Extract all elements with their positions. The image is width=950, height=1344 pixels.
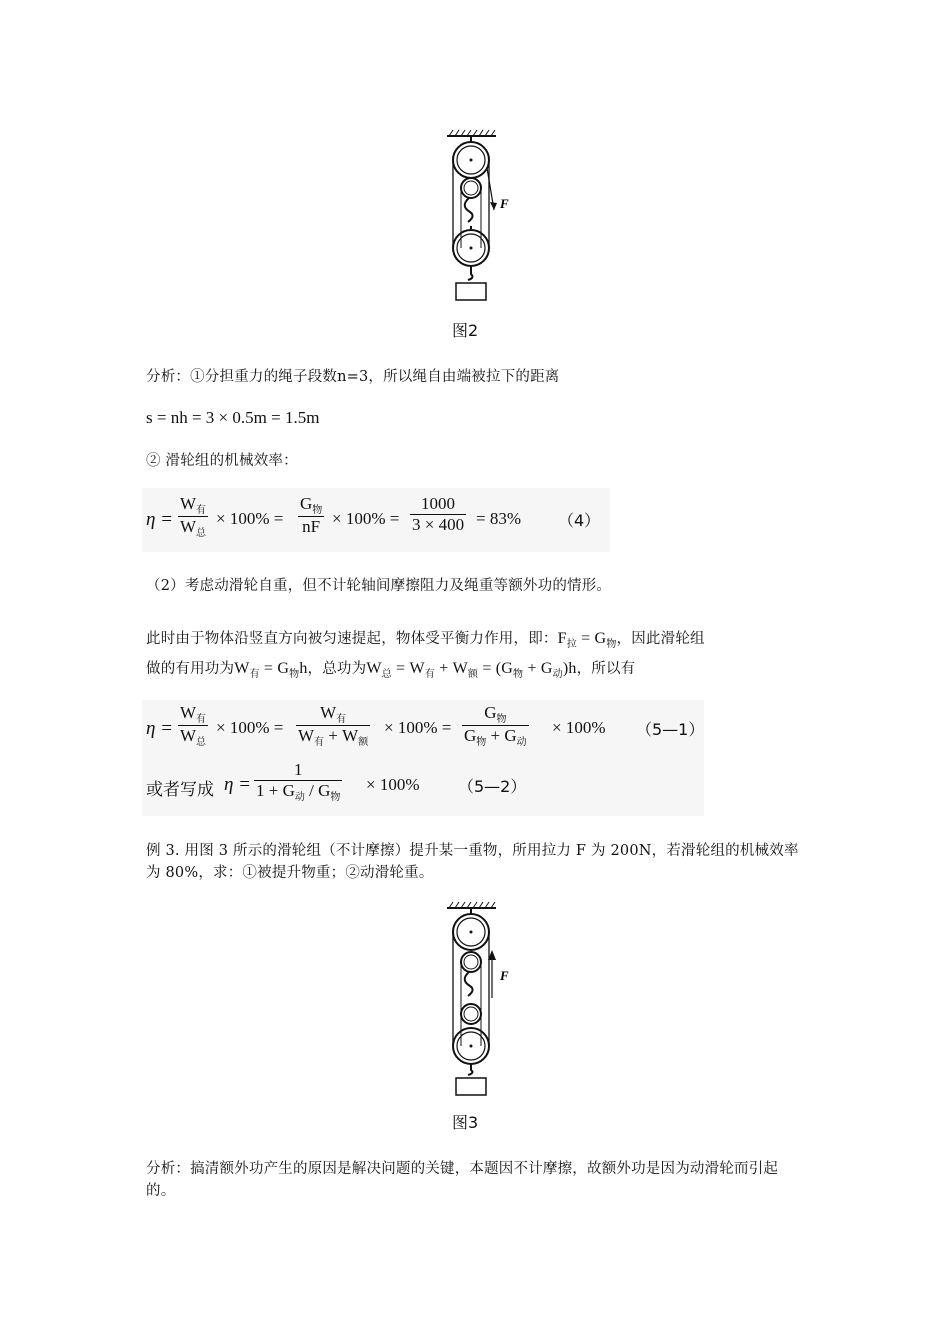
equation-5-2-tag: （5—2） [458, 777, 527, 796]
fraction-1000-over-3x400: $\frac{1000}{3 \times 400}$ [412, 494, 465, 534]
eta-symbol-5-2: η = [224, 774, 251, 795]
efficiency-result: = 83% [476, 509, 521, 528]
fraction-reciprocal: 1 $1 + G_动 / G_物$ [256, 760, 341, 803]
figure-2-caption: 图2 [452, 321, 479, 340]
times-100-percent-5b: × 100% = [384, 718, 452, 737]
analysis-paragraph-1: 分析：①分担重力的绳子段数n=3，所以绳自由端被拉下的距离 [146, 369, 560, 385]
figure-2-pulley-diagram [430, 128, 520, 304]
figure-3-caption: 图3 [452, 1113, 479, 1132]
balance-paragraph-line-1: 此时由于物体沿竖直方向被匀速提起，物体受平衡力作用，即：$F_拉 = G_物$，因此滑轮组 [146, 630, 705, 650]
inline-equation-total-work: $W_总 = W_有 + W_额 = (G_物 + G_动)h$ [366, 660, 577, 680]
analysis-paragraph-3: 分析：搞清额外功产生的原因是解决问题的关键，本题因不计摩擦，故额外功是因为动滑轮而引起的。 [146, 1161, 779, 1199]
figure-3-pulley-diagram [430, 900, 520, 1100]
or-written-as-label: 或者写成 [146, 780, 214, 800]
equation-4-tag: （4） [558, 511, 601, 530]
figure-2-force-label: F [500, 196, 509, 211]
equation-5-1-tag: （5—1） [636, 720, 705, 739]
fraction-a: $W_有$ $W_总$ [180, 703, 207, 748]
fraction-c: $G_物$ $G_物 + G_动$ [464, 703, 527, 748]
equation-distance: s = nh = 3 × 0.5m = 1.5m [146, 408, 320, 427]
inline-equation-useful-work: $W_有 = G_物h$ [234, 660, 308, 680]
times-100-percent-5-2: × 100% [366, 775, 420, 794]
times-100-percent-1: × 100% = [216, 509, 284, 528]
fraction-w-useful-over-total: $W_有$ $W_总$ [180, 494, 207, 539]
inline-equation-f-equals-g: $F_拉 = G_物$ [557, 630, 617, 650]
eta-symbol-5-1: η = [146, 718, 173, 739]
example-3-paragraph: 例 3. 用图 3 所示的滑轮组（不计摩擦）提升某一重物，所用拉力 F 为 200N，若滑轮组的机械效率为 80%，求：①被提升物重；②动滑轮重。 [146, 843, 799, 881]
work-paragraph-line-2: 做的有用功为$W_有 = G_物h$，总功为$W_总 = W_有 + W_额 = (G_物 + G_动)h$，所以有 [146, 660, 636, 680]
case-2-heading: （2）考虑动滑轮自重，但不计轮轴间摩擦阻力及绳重等额外功的情形。 [146, 578, 612, 594]
figure-3-force-label: F [500, 968, 509, 983]
eta-symbol: η = [146, 509, 173, 530]
times-100-percent-5a: × 100% = [216, 718, 284, 737]
fraction-b: $W_有$ $W_有 + W_额$ [298, 703, 369, 748]
step-2-heading: ② 滑轮组的机械效率： [146, 453, 298, 469]
times-100-percent-5c: × 100% [552, 718, 606, 737]
times-100-percent-2: × 100% = [332, 509, 400, 528]
fraction-g-over-nf: $G_物$ nF [300, 494, 323, 536]
